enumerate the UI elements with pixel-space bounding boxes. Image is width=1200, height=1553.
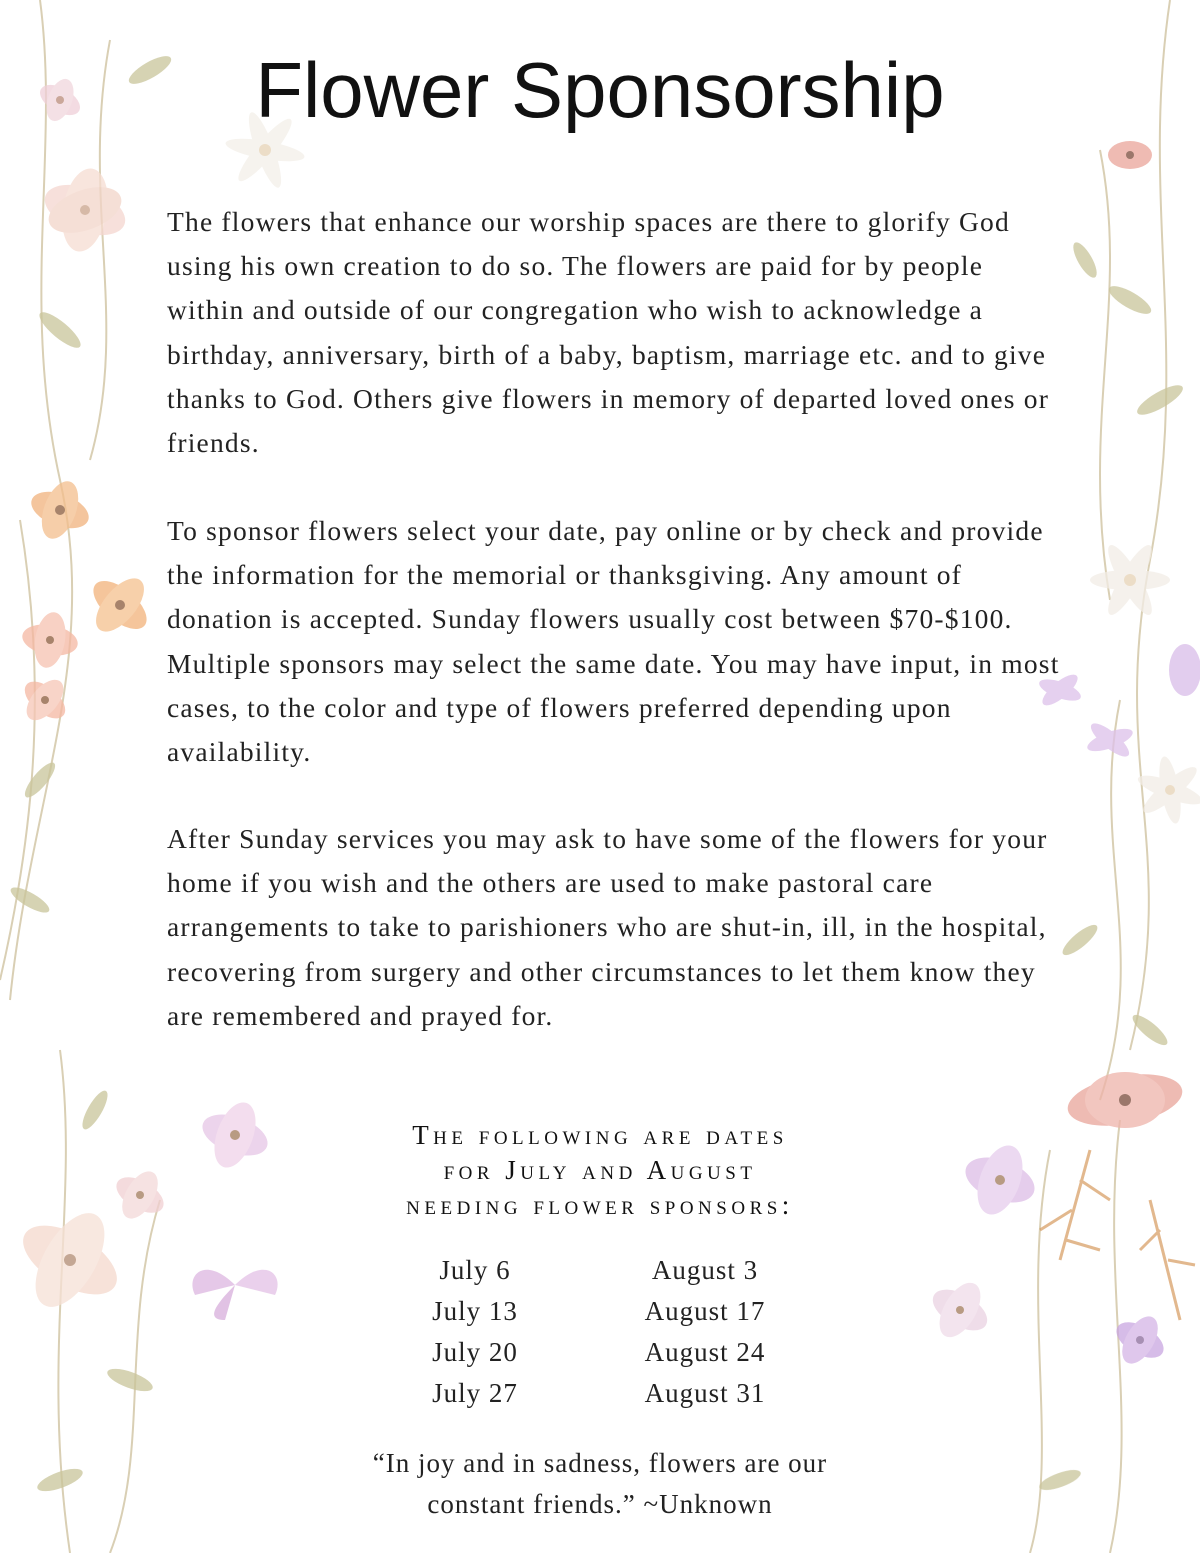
dates-heading-line-1: The following are dates xyxy=(412,1120,788,1150)
page-title: Flower Sponsorship xyxy=(255,46,945,134)
dates-heading-line-3: needing flower sponsors: xyxy=(406,1190,794,1220)
date-item-july-13: July 13 xyxy=(432,1296,518,1326)
date-item-august-17: August 17 xyxy=(644,1296,766,1326)
quote-line-1: “In joy and in sadness, flowers are our xyxy=(372,1448,828,1478)
date-item-august-31: August 31 xyxy=(644,1378,766,1408)
dates-heading xyxy=(300,1118,900,1223)
date-item-july-20: July 20 xyxy=(432,1337,518,1367)
july-dates-list xyxy=(415,1250,535,1414)
quote-line-2: constant friends.” ~Unknown xyxy=(427,1489,773,1519)
closing-quote xyxy=(300,1443,900,1525)
intro-paragraph: The flowers that enhance our worship spaces are there to glorify God using his own creation to do so. The flowers are paid for by people within and outside of our congregation who wish to acknowledge a birthday, anniversary, birth of a baby, baptism, marriage etc. and to give thanks to God. Others give flowers in memory of departed loved ones or friends. xyxy=(167,206,1050,459)
date-item-july-27: July 27 xyxy=(432,1378,518,1408)
date-item-august-3: August 3 xyxy=(651,1255,759,1285)
sponsor-instructions-paragraph: To sponsor flowers select your date, pay online or by check and provide the information for the memorial or thanksgiving. Any amount of donation is accepted. Sunday flowers usually cost between $70-$100. Multiple sponsors may select the same date. You may have input, in most cases, to the color and type of flowers preferred depending upon availability. xyxy=(167,515,1060,768)
date-item-august-24: August 24 xyxy=(644,1337,766,1367)
dates-heading-line-2: for July and August xyxy=(443,1155,757,1185)
august-dates-list xyxy=(625,1250,785,1414)
after-service-paragraph: After Sunday services you may ask to have some of the flowers for your home if you wish and the others are used to make pastoral care arrangements to take to parishioners who are shut-in, ill, in the hospital, recovering from surgery and other circumstances to let them know they are remembered and prayed for. xyxy=(167,823,1048,1031)
date-item-july-6: July 6 xyxy=(439,1255,511,1285)
